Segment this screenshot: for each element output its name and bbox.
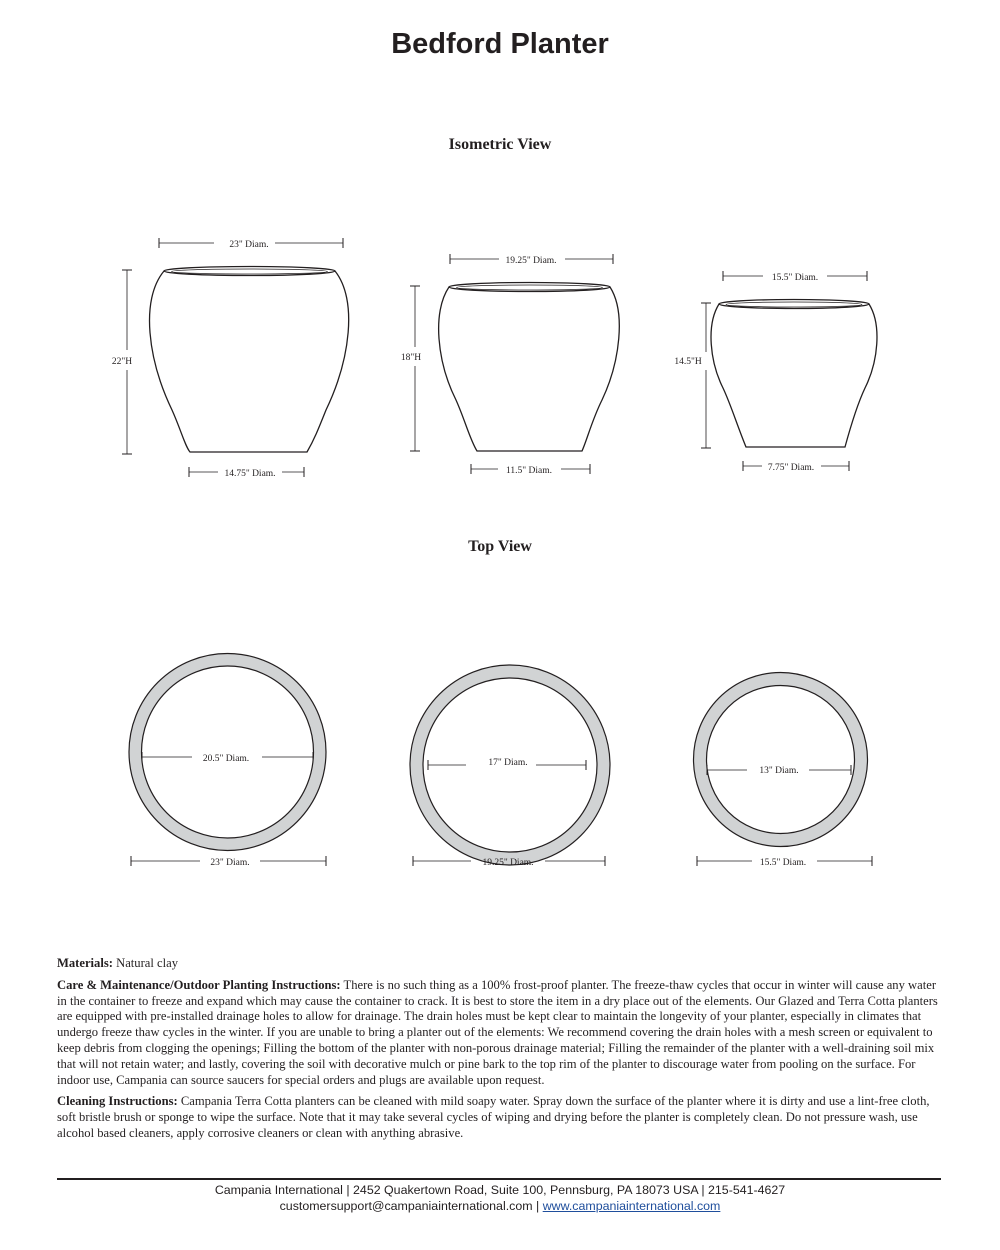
base-diameter-label: 7.75" Diam. [767,463,815,473]
inner-diameter-label: 13" Diam. [759,766,799,776]
care-text: There is no such thing as a 100% frost-proof planter. The freeze-thaw cycles that occur in winter will cause any water in the container to freeze and expand which may cause the container to crack. It is best to store the item in a dry place out of the elements. Our Glazed and Terra Cotta planters are equipped with pre-installed drainage holes to allow for drainage. The drain holes must be kept clear to maintain the longevity of your planter, especially in climates that undergo freeze thaw cycles in the winter. If you are unable to bring a planter out of the elements: We recommend covering the drain holes with a mesh screen or equivalent to keep debris from clogging the openings; Filling the bottom of the planter with non-porous drainage material; Filling the remainder of the planter with a well-draining soil mix that will not retain water; and lastly, covering the soil with decorative mulch or pine bark to the top rim of the planter to discourage water from pooling on the surface. For indoor use, Campania can source saucers for special orders and plugs are available upon request. [57,977,938,1087]
materials-label: Materials: [57,956,113,970]
footer [0,1182,1000,1214]
footer-divider [57,1178,941,1180]
planter-opening [707,686,855,834]
height-label: 18"H [400,353,422,363]
page-title: Bedford Planter [391,28,609,60]
top-view-planter-large [129,654,326,869]
cleaning-paragraph [57,1094,943,1141]
materials-paragraph [57,956,943,972]
top-view-heading: Top View [468,538,532,555]
isometric-planter-small [674,273,877,473]
isometric-planter-medium [401,256,619,476]
footer-contact-line [0,1198,1000,1214]
top-diameter-label: 19.25" Diam. [505,256,557,266]
top-diameter-label: 15.5" Diam. [771,273,819,283]
isometric-view-heading: Isometric View [448,136,552,153]
planter-outline [150,271,349,452]
base-diameter-label: 11.5" Diam. [505,466,553,476]
planter-outline [711,304,877,447]
cleaning-label: Cleaning Instructions: [57,1094,178,1109]
footer-separator: | [536,1199,540,1213]
product-information [57,956,943,1148]
inner-diameter-label: 17" Diam. [488,758,528,768]
care-paragraph [57,978,943,1089]
website-link[interactable]: www.campaniainternational.com [542,1199,721,1213]
outer-diameter-label: 23" Diam. [210,858,250,868]
outer-diameter-label: 15.5" Diam. [759,858,807,868]
base-diameter-label: 14.75" Diam. [224,469,276,479]
planter-opening [142,666,314,838]
planter-outline [439,287,620,451]
care-label: Care & Maintenance/Outdoor Planting Instructions: [57,977,341,992]
top-view-planter-medium [410,665,610,868]
height-label: 14.5"H [674,357,702,367]
isometric-planter-large [112,240,349,479]
height-label: 22"H [111,357,133,367]
company-address: Campania International | 2452 Quakertown Road, Suite 100, Pennsburg, PA 18073 USA | 215-541-4627 [214,1183,786,1197]
inner-diameter-label: 20.5" Diam. [202,754,250,764]
cleaning-text: Campania Terra Cotta planters can be cleaned with mild soapy water. Spray down the surface of the planter where it is dirty and use a lint-free cloth, soft bristle brush or sponge to wipe the surface. Note that it may take several cycles of wiping and drying before the planter is completely clean. Do not pressure wash, use alcohol based cleaners, apply corrosive cleaners or clean with anything abrasive. [57,1094,930,1140]
support-email: customersupport@campaniainternational.com [279,1199,533,1213]
outer-diameter-label: 19.25" Diam. [482,858,534,868]
top-view-planter-small [694,673,873,869]
top-diameter-label: 23" Diam. [229,240,269,250]
materials-text: Natural clay [116,956,178,970]
